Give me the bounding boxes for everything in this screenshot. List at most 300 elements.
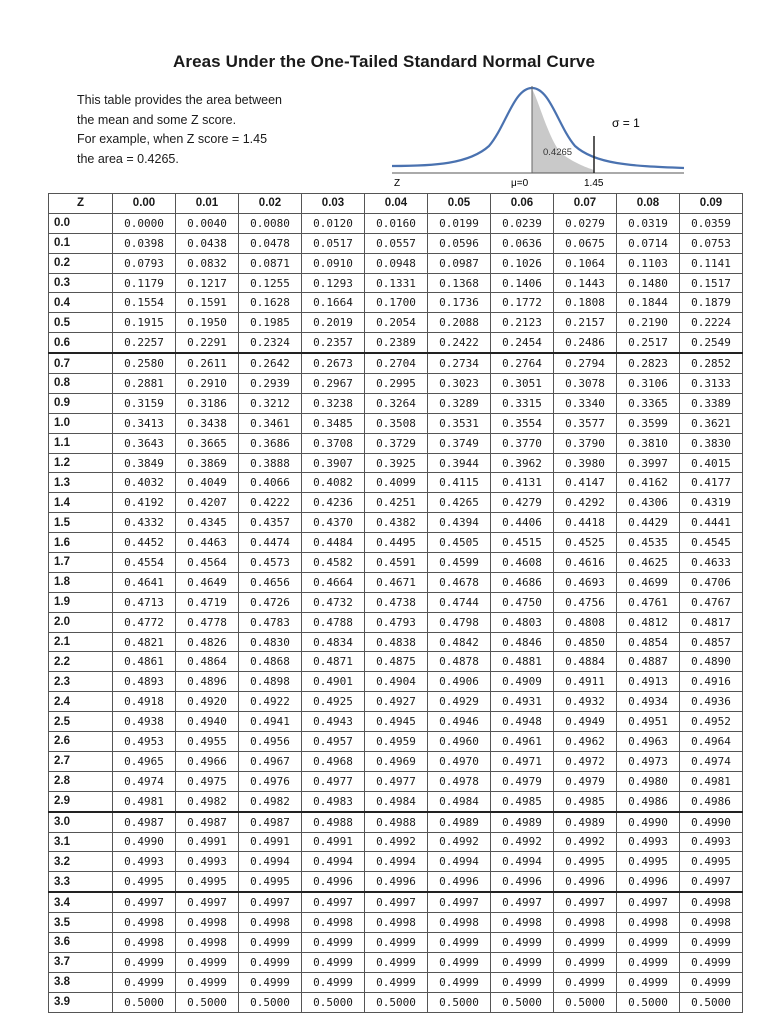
area-cell: 0.0080 [239,213,302,233]
area-cell: 0.3186 [176,393,239,413]
area-cell: 0.1368 [428,273,491,293]
z-value-cell: 3.8 [49,972,113,992]
z-value-cell: 1.1 [49,433,113,453]
area-cell: 0.4864 [176,652,239,672]
table-row [49,213,743,233]
area-cell: 0.4999 [239,952,302,972]
area-cell: 0.4938 [113,712,176,732]
area-cell: 0.0040 [176,213,239,233]
area-cell: 0.4686 [491,572,554,592]
area-cell: 0.2823 [617,353,680,373]
area-cell: 0.0398 [113,233,176,253]
table-row [49,433,743,453]
area-cell: 0.4868 [239,652,302,672]
z-value-cell: 3.3 [49,872,113,892]
z-value-cell: 2.9 [49,791,113,811]
area-cell: 0.4082 [302,473,365,493]
area-cell: 0.4778 [176,612,239,632]
area-cell: 0.4591 [365,553,428,573]
area-cell: 0.2881 [113,374,176,394]
area-cell: 0.4633 [680,553,743,573]
area-cell: 0.4996 [428,872,491,892]
area-cell: 0.4999 [491,972,554,992]
area-cell: 0.1331 [365,273,428,293]
area-cell: 0.3554 [491,413,554,433]
column-header: 0.03 [302,194,365,214]
area-cell: 0.4998 [176,932,239,952]
area-cell: 0.4988 [365,812,428,832]
area-cell: 0.4955 [176,732,239,752]
intro-line: For example, when Z score = 1.45 [77,132,268,146]
area-cell: 0.4998 [239,913,302,933]
area-cell: 0.4992 [554,832,617,852]
area-cell: 0.5000 [365,992,428,1012]
area-cell: 0.4968 [302,751,365,771]
area-cell: 0.4999 [680,952,743,972]
area-cell: 0.4979 [554,771,617,791]
area-cell: 0.0000 [113,213,176,233]
area-cell: 0.4993 [617,832,680,852]
area-cell: 0.4982 [239,791,302,811]
area-cell: 0.4991 [302,832,365,852]
area-cell: 0.4999 [302,952,365,972]
area-cell: 0.4916 [680,672,743,692]
area-cell: 0.4946 [428,712,491,732]
area-cell: 0.4996 [365,872,428,892]
area-cell: 0.1443 [554,273,617,293]
area-cell: 0.4999 [428,972,491,992]
z-value-cell: 0.9 [49,393,113,413]
area-cell: 0.3599 [617,413,680,433]
z-value-cell: 3.2 [49,852,113,872]
area-cell: 0.3159 [113,393,176,413]
z-value-cell: 1.8 [49,572,113,592]
area-cell: 0.4699 [617,572,680,592]
table-row [49,872,743,892]
area-cell: 0.4162 [617,473,680,493]
area-cell: 0.4991 [176,832,239,852]
area-cell: 0.4996 [491,872,554,892]
area-cell: 0.4719 [176,592,239,612]
column-header: 0.09 [680,194,743,214]
table-row [49,672,743,692]
area-cell: 0.2580 [113,353,176,373]
area-cell: 0.3888 [239,453,302,473]
area-cell: 0.3980 [554,453,617,473]
area-cell: 0.0239 [491,213,554,233]
z-value-cell: 3.5 [49,913,113,933]
area-cell: 0.4998 [617,913,680,933]
area-cell: 0.4418 [554,513,617,533]
area-cell: 0.4985 [491,791,554,811]
area-cell: 0.4959 [365,732,428,752]
area-cell: 0.4995 [176,872,239,892]
z-value-cell: 0.7 [49,353,113,373]
table-row [49,832,743,852]
area-cell: 0.4656 [239,572,302,592]
area-cell: 0.4992 [491,832,554,852]
area-cell: 0.4616 [554,553,617,573]
area-cell: 0.4693 [554,572,617,592]
area-cell: 0.4732 [302,592,365,612]
area-cell: 0.4974 [680,751,743,771]
shaded-area [532,89,594,173]
area-cell: 0.4726 [239,592,302,612]
area-cell: 0.3212 [239,393,302,413]
area-cell: 0.4966 [176,751,239,771]
area-cell: 0.4901 [302,672,365,692]
area-cell: 0.4998 [491,913,554,933]
area-cell: 0.4452 [113,533,176,553]
area-cell: 0.4706 [680,572,743,592]
table-row [49,612,743,632]
area-cell: 0.4999 [176,952,239,972]
area-cell: 0.3770 [491,433,554,453]
column-header: 0.07 [554,194,617,214]
area-cell: 0.4744 [428,592,491,612]
area-cell: 0.1950 [176,313,239,333]
area-cell: 0.4994 [302,852,365,872]
table-row [49,253,743,273]
area-cell: 0.0753 [680,233,743,253]
z-value-cell: 2.5 [49,712,113,732]
area-cell: 0.4977 [302,771,365,791]
area-cell: 0.1064 [554,253,617,273]
area-cell: 0.4957 [302,732,365,752]
area-cell: 0.1293 [302,273,365,293]
table-row [49,374,743,394]
area-cell: 0.4913 [617,672,680,692]
area-cell: 0.0199 [428,213,491,233]
mean-label: μ=0 [511,178,529,189]
table-row [49,393,743,413]
area-cell: 0.4871 [302,652,365,672]
area-cell: 0.4999 [491,952,554,972]
area-cell: 0.2967 [302,374,365,394]
area-cell: 0.0793 [113,253,176,273]
z-value-cell: 0.2 [49,253,113,273]
area-cell: 0.4222 [239,493,302,513]
area-cell: 0.4279 [491,493,554,513]
area-cell: 0.4756 [554,592,617,612]
area-cell: 0.4893 [113,672,176,692]
z-value-cell: 0.0 [49,213,113,233]
area-cell: 0.4484 [302,533,365,553]
area-cell: 0.4911 [554,672,617,692]
area-cell: 0.4878 [428,652,491,672]
area-cell: 0.4995 [554,852,617,872]
table-row [49,771,743,791]
area-cell: 0.4927 [365,692,428,712]
area-cell: 0.4998 [176,913,239,933]
area-cell: 0.4995 [617,852,680,872]
area-cell: 0.4979 [491,771,554,791]
area-cell: 0.4992 [365,832,428,852]
area-cell: 0.2157 [554,313,617,333]
area-cell: 0.4812 [617,612,680,632]
area-cell: 0.3849 [113,453,176,473]
area-cell: 0.4177 [680,473,743,493]
z-value-cell: 0.4 [49,293,113,313]
z-value-cell: 2.3 [49,672,113,692]
area-cell: 0.4997 [365,892,428,912]
area-cell: 0.1554 [113,293,176,313]
area-cell: 0.5000 [428,992,491,1012]
z-value-cell: 2.0 [49,612,113,632]
area-cell: 0.4999 [239,932,302,952]
area-cell: 0.4998 [302,913,365,933]
area-cell: 0.4988 [302,812,365,832]
area-cell: 0.4887 [617,652,680,672]
area-cell: 0.5000 [617,992,680,1012]
area-cell: 0.4952 [680,712,743,732]
column-header: 0.05 [428,194,491,214]
area-cell: 0.4049 [176,473,239,493]
area-cell: 0.4826 [176,632,239,652]
table-row [49,473,743,493]
area-cell: 0.1179 [113,273,176,293]
area-cell: 0.4999 [617,952,680,972]
area-cell: 0.1141 [680,253,743,273]
table-row [49,353,743,373]
table-row [49,413,743,433]
z-value-cell: 2.4 [49,692,113,712]
area-cell: 0.0871 [239,253,302,273]
table-row [49,913,743,933]
area-cell: 0.4993 [680,832,743,852]
area-cell: 0.1915 [113,313,176,333]
area-cell: 0.4846 [491,632,554,652]
area-cell: 0.4999 [428,932,491,952]
area-cell: 0.4265 [428,493,491,513]
area-cell: 0.4996 [617,872,680,892]
area-cell: 0.3438 [176,413,239,433]
area-cell: 0.1517 [680,273,743,293]
area-cell: 0.3238 [302,393,365,413]
area-cell: 0.4066 [239,473,302,493]
z-value-cell: 1.7 [49,553,113,573]
area-cell: 0.4967 [239,751,302,771]
z-value-cell: 2.1 [49,632,113,652]
area-cell: 0.4207 [176,493,239,513]
table-row [49,533,743,553]
area-cell: 0.4738 [365,592,428,612]
area-cell: 0.4931 [491,692,554,712]
area-cell: 0.4994 [365,852,428,872]
area-cell: 0.3686 [239,433,302,453]
area-cell: 0.4997 [491,892,554,912]
area-cell: 0.3907 [302,453,365,473]
area-cell: 0.4941 [239,712,302,732]
area-cell: 0.2324 [239,333,302,353]
area-cell: 0.0517 [302,233,365,253]
area-cell: 0.4671 [365,572,428,592]
area-cell: 0.4999 [365,932,428,952]
area-cell: 0.0910 [302,253,365,273]
area-cell: 0.4608 [491,553,554,573]
table-row [49,652,743,672]
area-cell: 0.4798 [428,612,491,632]
area-cell: 0.4678 [428,572,491,592]
area-cell: 0.1217 [176,273,239,293]
area-cell: 0.5000 [176,992,239,1012]
area-cell: 0.4292 [554,493,617,513]
area-cell: 0.4969 [365,751,428,771]
table-row [49,972,743,992]
area-cell: 0.3051 [491,374,554,394]
area-cell: 0.3531 [428,413,491,433]
z-value-cell: 3.6 [49,932,113,952]
area-cell: 0.2517 [617,333,680,353]
area-cell: 0.3078 [554,374,617,394]
area-cell: 0.3461 [239,413,302,433]
area-cell: 0.4934 [617,692,680,712]
area-cell: 0.4983 [302,791,365,811]
area-cell: 0.4999 [365,952,428,972]
area-cell: 0.4986 [617,791,680,811]
area-cell: 0.4906 [428,672,491,692]
area-cell: 0.4850 [554,632,617,652]
area-cell: 0.4803 [491,612,554,632]
area-cell: 0.4554 [113,553,176,573]
area-cell: 0.4599 [428,553,491,573]
area-cell: 0.4545 [680,533,743,553]
area-cell: 0.4319 [680,493,743,513]
area-cell: 0.4306 [617,493,680,513]
area-cell: 0.3289 [428,393,491,413]
area-cell: 0.4997 [239,892,302,912]
area-cell: 0.3413 [113,413,176,433]
area-cell: 0.4474 [239,533,302,553]
area-cell: 0.4525 [554,533,617,553]
area-cell: 0.3665 [176,433,239,453]
area-cell: 0.4382 [365,513,428,533]
area-cell: 0.0279 [554,213,617,233]
area-cell: 0.4949 [554,712,617,732]
table-row [49,313,743,333]
area-cell: 0.1736 [428,293,491,313]
area-cell: 0.4192 [113,493,176,513]
area-cell: 0.4953 [113,732,176,752]
area-cell: 0.4970 [428,751,491,771]
area-cell: 0.4884 [554,652,617,672]
area-cell: 0.4997 [617,892,680,912]
area-cell: 0.4920 [176,692,239,712]
area-cell: 0.4995 [680,852,743,872]
area-cell: 0.4990 [113,832,176,852]
area-cell: 0.3790 [554,433,617,453]
area-cell: 0.0557 [365,233,428,253]
sigma-label: σ = 1 [612,116,640,130]
area-cell: 0.4932 [554,692,617,712]
area-cell: 0.0120 [302,213,365,233]
area-cell: 0.4406 [491,513,554,533]
area-cell: 0.0948 [365,253,428,273]
area-cell: 0.4986 [680,791,743,811]
area-cell: 0.0160 [365,213,428,233]
area-cell: 0.2291 [176,333,239,353]
area-cell: 0.4429 [617,513,680,533]
area-cell: 0.0478 [239,233,302,253]
area-cell: 0.4997 [302,892,365,912]
area-cell: 0.5000 [491,992,554,1012]
area-cell: 0.4989 [428,812,491,832]
area-cell: 0.2088 [428,313,491,333]
area-cell: 0.4788 [302,612,365,632]
area-cell: 0.4772 [113,612,176,632]
intro-line: the mean and some Z score. [77,112,237,127]
area-cell: 0.4515 [491,533,554,553]
area-cell: 0.3264 [365,393,428,413]
area-cell: 0.4582 [302,553,365,573]
area-cell: 0.1844 [617,293,680,313]
z-axis-label: Z [394,178,401,189]
area-cell: 0.4357 [239,513,302,533]
area-cell: 0.4965 [113,751,176,771]
area-cell: 0.2611 [176,353,239,373]
table-row [49,791,743,811]
area-cell: 0.4997 [554,892,617,912]
area-cell: 0.4980 [617,771,680,791]
area-cell: 0.2357 [302,333,365,353]
area-cell: 0.4713 [113,592,176,612]
area-cell: 0.4463 [176,533,239,553]
area-cell: 0.4998 [113,932,176,952]
area-cell: 0.0714 [617,233,680,253]
z-value-cell: 0.5 [49,313,113,333]
area-cell: 0.4999 [680,972,743,992]
z-value-cell: 0.1 [49,233,113,253]
area-cell: 0.4975 [176,771,239,791]
area-cell: 0.1700 [365,293,428,313]
area-cell: 0.4991 [239,832,302,852]
area-cell: 0.4842 [428,632,491,652]
table-header-row [49,194,743,214]
area-cell: 0.2549 [680,333,743,353]
area-cell: 0.5000 [239,992,302,1012]
area-cell: 0.3925 [365,453,428,473]
area-cell: 0.3508 [365,413,428,433]
table-row [49,692,743,712]
area-cell: 0.4999 [554,972,617,992]
column-header: 0.02 [239,194,302,214]
area-cell: 0.3621 [680,413,743,433]
area-cell: 0.2257 [113,333,176,353]
area-cell: 0.3023 [428,374,491,394]
area-cell: 0.4987 [239,812,302,832]
area-cell: 0.4332 [113,513,176,533]
area-cell: 0.4981 [113,791,176,811]
area-cell: 0.2224 [680,313,743,333]
area-cell: 0.4977 [365,771,428,791]
area-cell: 0.4961 [491,732,554,752]
area-cell: 0.4998 [680,913,743,933]
area-cell: 0.4999 [554,932,617,952]
area-cell: 0.4989 [554,812,617,832]
area-cell: 0.4998 [680,892,743,912]
area-cell: 0.4982 [176,791,239,811]
area-cell: 0.4535 [617,533,680,553]
area-cell: 0.4994 [428,852,491,872]
area-cell: 0.4996 [554,872,617,892]
area-cell: 0.4981 [680,771,743,791]
z-value-cell: 1.9 [49,592,113,612]
area-cell: 0.4956 [239,732,302,752]
area-cell: 0.2734 [428,353,491,373]
area-cell: 0.4573 [239,553,302,573]
table-row [49,293,743,313]
area-cell: 0.2764 [491,353,554,373]
